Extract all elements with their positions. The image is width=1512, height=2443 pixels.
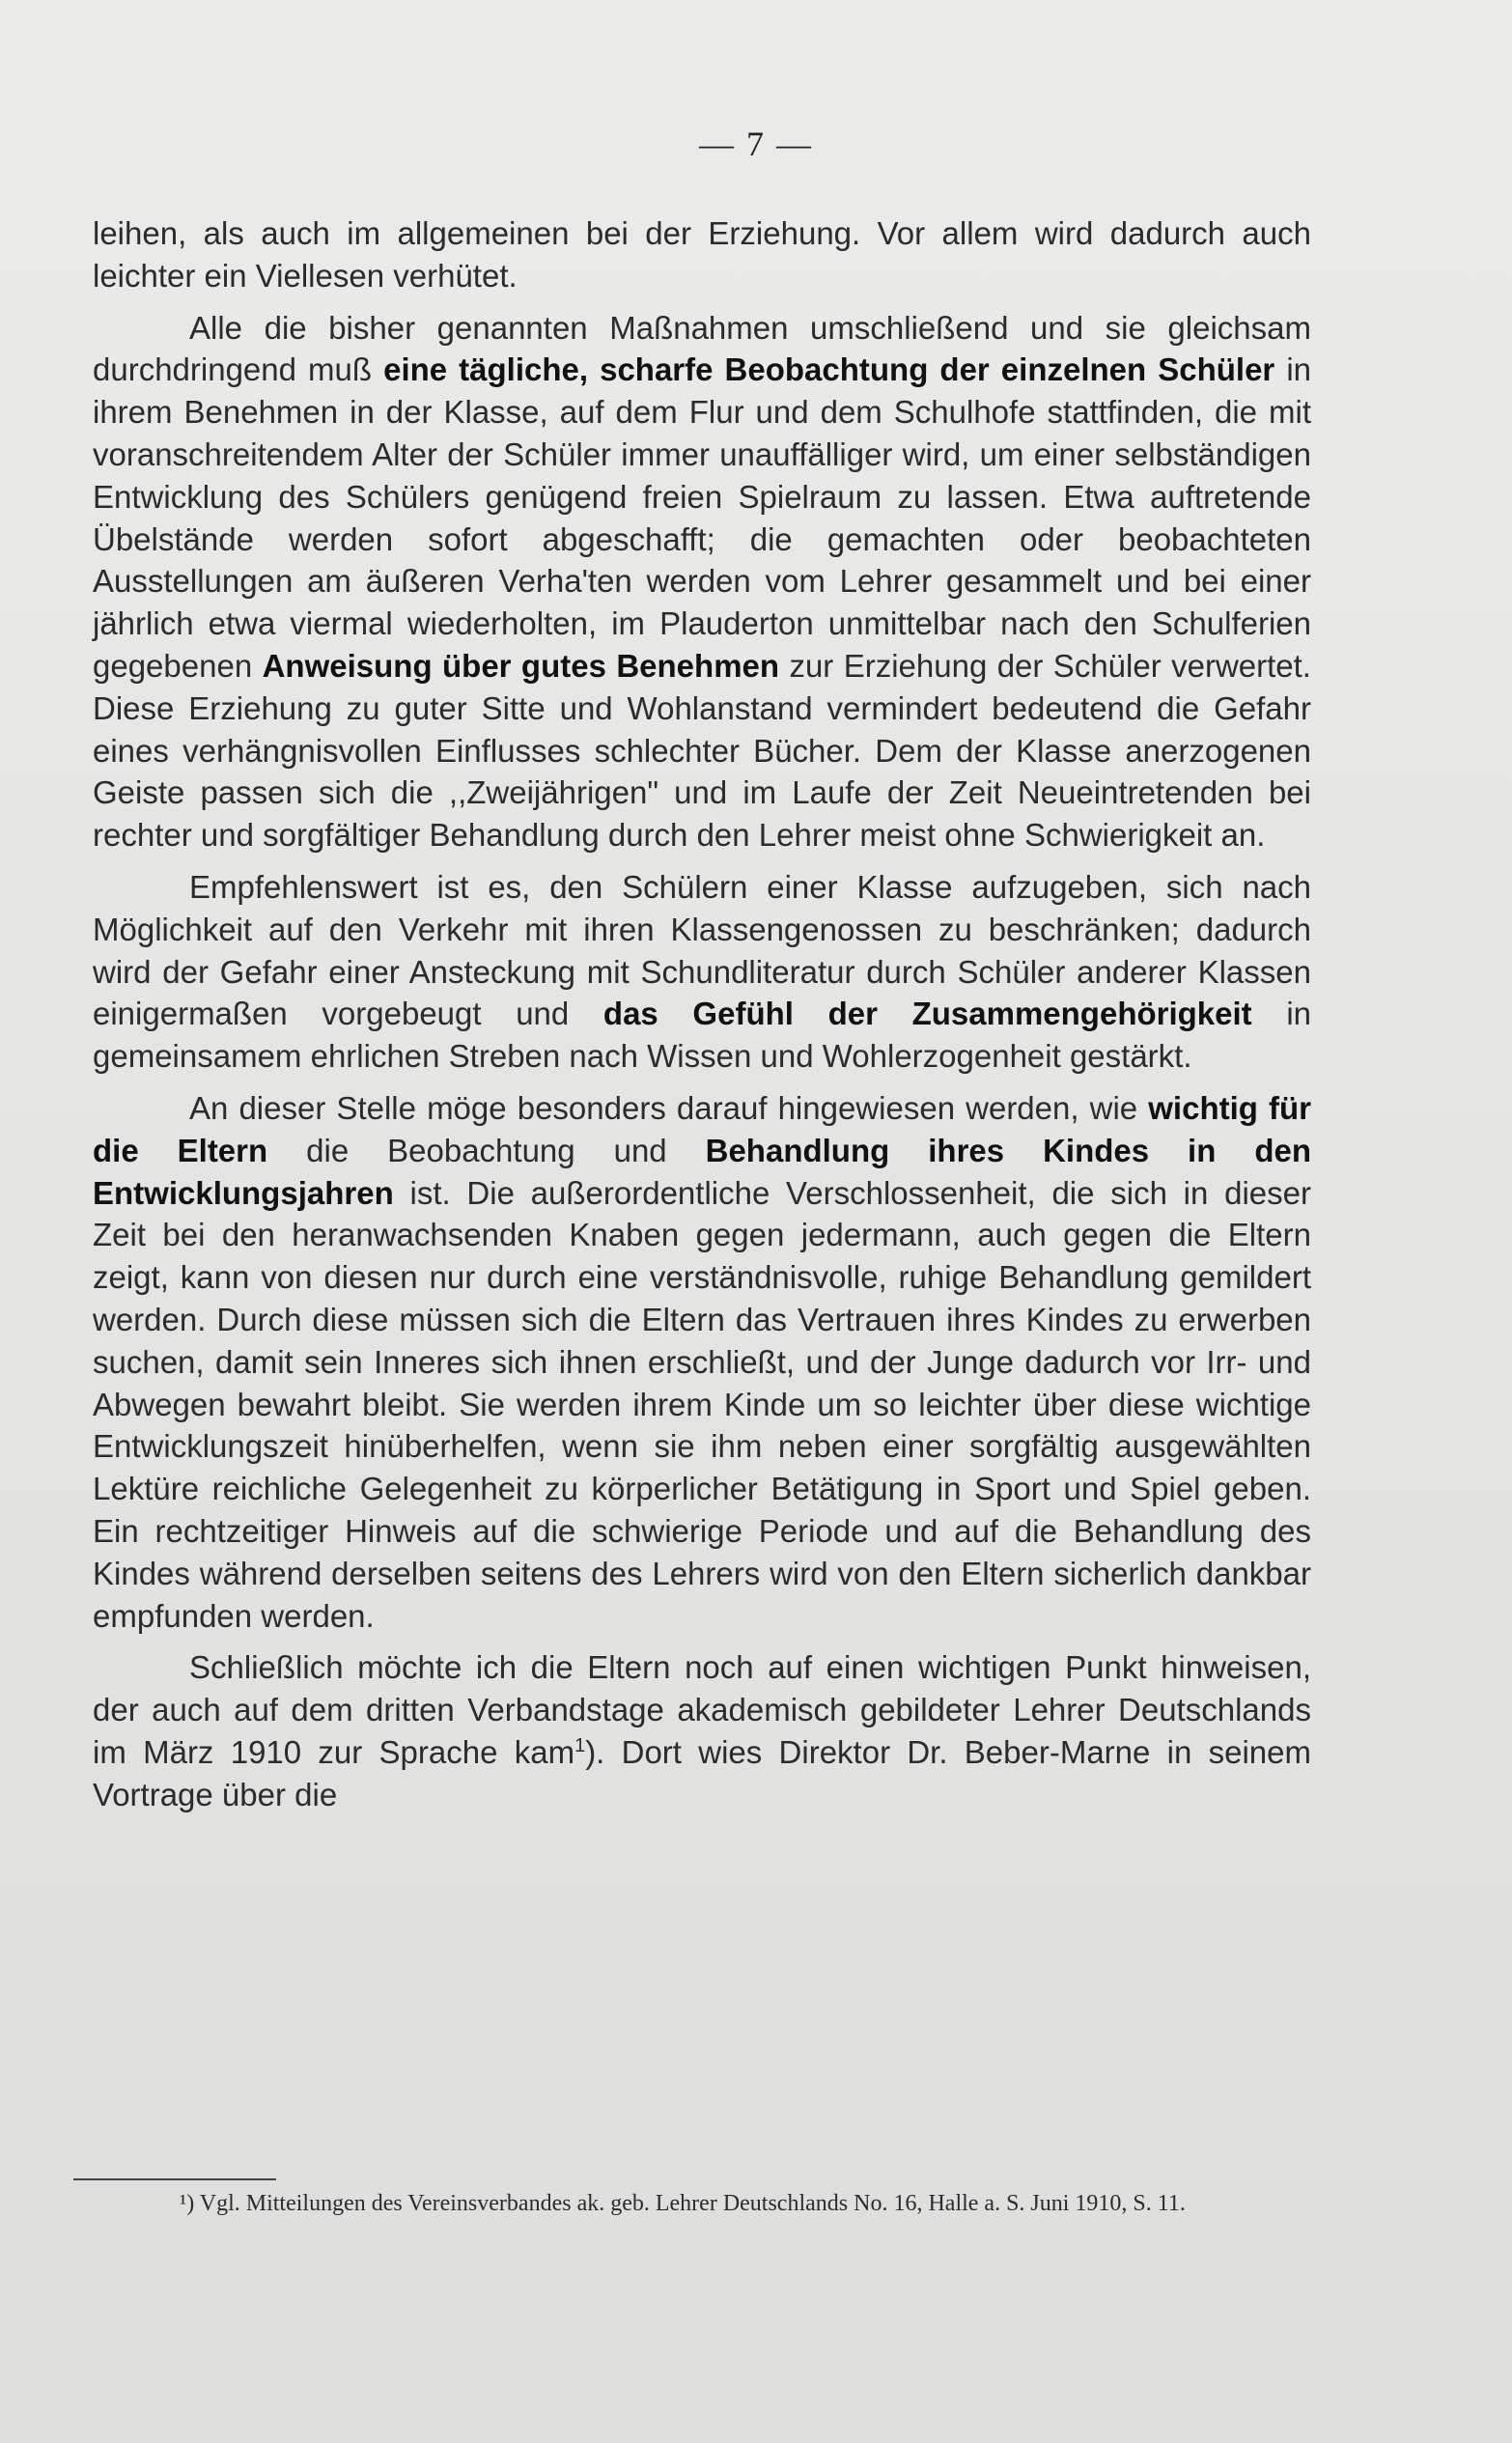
paragraph-text: Alle die bisher genannten Maßnahmen umschließend und sie gleichsam durchdringend muß [93, 309, 1311, 388]
footnote-marker: ¹) [180, 2191, 195, 2216]
paragraph-class-community [93, 866, 1311, 1078]
body-text [93, 212, 1311, 1825]
footnote-reference: 1 [574, 1734, 586, 1756]
paragraph-text: zur Erziehung der Schüler verwertet. Diese Erziehung zu guter Sitte und Wohlanstand vermindert bedeutend die Gefahr eines verhängnisvollen Einflusses schlechter Bücher. Dem der Klasse anerzogenen Geiste passen sich die ,,Zweijährigen" und im Laufe der Zeit Neueintretenden bei rechter und sorgfältiger Behandlung durch den Lehrer meist ohne Schwierigkeit an. [93, 647, 1311, 854]
paragraph-text: ist. Die außerordentliche Verschlossenheit, die sich in dieser Zeit bei den heranwachsenden Knaben gegen jedermann, auch gegen die Eltern zeigt, kann von diesen nur durch eine verständnisvolle, ruhige Behandlung gemildert werden. Durch diese müssen sich die Eltern das Vertrauen ihres Kindes zu erwerben suchen, damit sein Inneres sich ihnen erschließt, und der Junge dadurch vor Irr- und Abwegen bewahrt bleibt. Sie werden ihrem Kinde um so leichter über diese wichtige Entwicklungszeit hinüberhelfen, wenn sie ihm neben einer sorgfältig ausgewählten Lektüre reichliche Gelegenheit zu körperlicher Betätigung in Sport und Spiel geben. Ein rechtzeitiger Hinweis auf die schwierige Periode und auf die Behandlung des Kindes während derselben seitens des Lehrers wird von den Eltern sicherlich dankbar empfunden werden. [93, 1174, 1311, 1634]
paragraph-text: in gemeinsamem ehrlichen Streben nach Wissen und Wohlerzogenheit gestärkt. [93, 996, 1312, 1075]
emphasis-text: Anweisung über gutes Benehmen [262, 647, 780, 684]
paragraph-text: leihen, als auch im allgemeinen bei der Erziehung. Vor allem wird dadurch auch leichter ein Viellesen verhütet. [93, 215, 1311, 294]
paragraph-conclusion [93, 1646, 1311, 1815]
emphasis-text: wichtig für die Eltern [93, 1089, 1311, 1168]
page-number: — 7 — [699, 125, 813, 163]
paragraph-text: Schließlich möchte ich die Eltern noch auf einen wichtigen Punkt hinweisen, der auch auf dem dritten Verbandstage akademisch gebildeter Lehrer Deutschlands im März 1910 zur Sprache kam [93, 1649, 1311, 1770]
paragraph-text: An dieser Stelle möge besonders darauf hingewiesen werden, wie [189, 1089, 1149, 1126]
footnote-divider [73, 2178, 276, 2180]
emphasis-text: Behandlung ihres Kindes in den Entwicklungsjahren [93, 1132, 1312, 1211]
paragraph-text: Empfehlenswert ist es, den Schülern einer Klasse aufzugeben, sich nach Möglichkeit auf den Verkehr mit ihren Klassengenossen zu beschränken; dadurch wird der Gefahr einer Ansteckung mit Schundliteratur durch Schüler anderer Klassen einigermaßen vorgebeugt und [93, 868, 1311, 1032]
footnote [73, 2190, 1311, 2218]
emphasis-text: eine tägliche, scharfe Beobachtung der einzelnen Schüler [383, 351, 1275, 388]
paragraph-parents [93, 1087, 1311, 1637]
footnote-text: Vgl. Mitteilungen des Vereinsverbandes ak. geb. Lehrer Deutschlands No. 16, Halle a. S. Juni 1910, S. 11. [194, 2191, 1186, 2216]
paragraph-text: die Beobachtung und [267, 1132, 706, 1168]
paragraph-observation [93, 307, 1311, 856]
paragraph-text: ). Dort wies Direktor Dr. Beber-Marne in seinem Vortrage über die [93, 1733, 1311, 1812]
emphasis-text: das Gefühl der Zusammengehörigkeit [602, 996, 1252, 1032]
paragraph-text: in ihrem Benehmen in der Klasse, auf dem Flur und dem Schulhofe stattfinden, die mit voranschreitendem Alter der Schüler immer unauffälliger wird, um einer selbständigen Entwicklung des Schülers genügend freien Spielraum zu lassen. Etwa auftretende Übelstände werden sofort abgeschafft; die gemachten oder beobachteten Ausstellungen am äußeren Verha'ten werden vom Lehrer gesammelt und bei einer jährlich etwa viermal wiederholten, im Plauderton unmittelbar nach den Schulferien gegebenen [93, 351, 1312, 684]
paragraph-continuation [93, 212, 1311, 297]
